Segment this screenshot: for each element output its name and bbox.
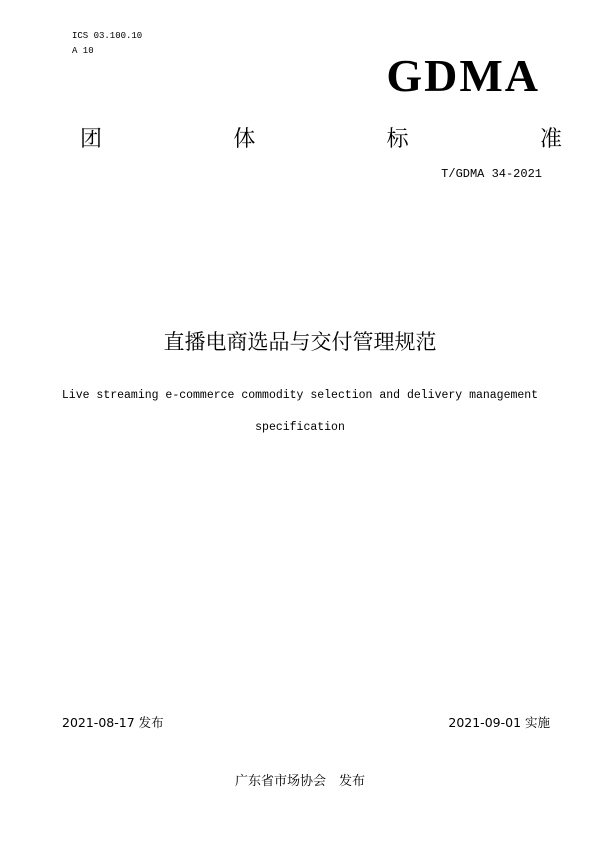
standard-type-char: 体 (233, 127, 256, 152)
title-chinese: 直播电商选品与交付管理规范 (163, 330, 437, 354)
publisher: 广东省市场协会 发布 (234, 774, 365, 789)
title-english-line-2: specification (255, 421, 345, 434)
ccs-code: A 10 (72, 46, 94, 56)
standard-type-char: 团 (80, 127, 103, 152)
ics-code: ICS 03.100.10 (72, 31, 143, 41)
standard-type-heading (80, 126, 562, 154)
association-logo: GDMA (386, 50, 540, 101)
title-english-line-1: Live streaming e-commerce commodity selection and delivery management (61, 389, 539, 402)
standard-type-char: 准 (539, 127, 562, 152)
issue-date: 2021-08-17 发布 (62, 715, 164, 730)
standard-number: T/GDMA 34-2021 (441, 167, 542, 181)
implementation-date: 2021-09-01 实施 (448, 715, 550, 730)
standard-type-char: 标 (386, 127, 409, 152)
